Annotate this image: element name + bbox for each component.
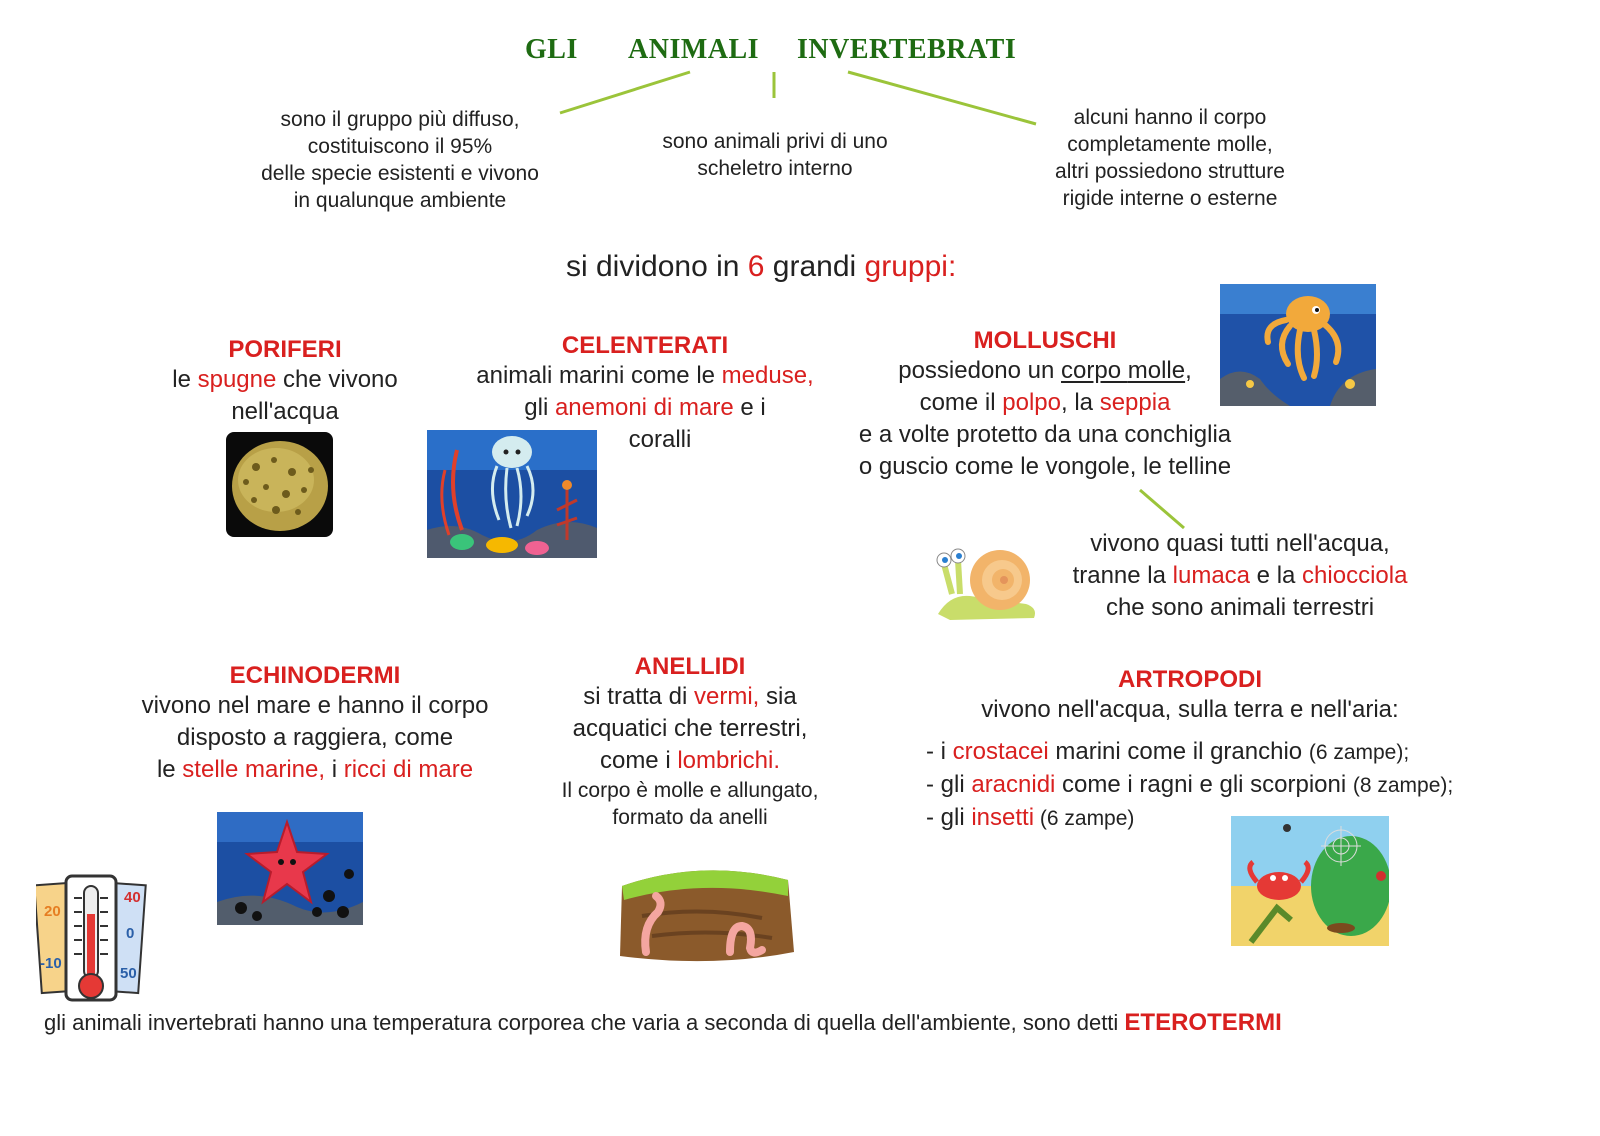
keyword-lombrichi: lombrichi. xyxy=(677,747,781,774)
group-poriferi xyxy=(130,336,440,428)
keyword-ricci-di-mare: ricci di mare xyxy=(343,756,474,783)
intro-right-line: rigide interne o esterne xyxy=(1062,187,1278,210)
group-text: e a volte protetto da una conchiglia xyxy=(858,421,1232,448)
terrestri-line: vivono quasi tutti nell'acqua, xyxy=(1090,530,1390,557)
jellyfish-image xyxy=(427,430,597,558)
connector-molluschi xyxy=(1140,490,1184,528)
text-span: (6 zampe); xyxy=(1308,741,1410,764)
subtitle-text: grandi xyxy=(764,250,865,283)
intro-center-line: scheletro interno xyxy=(697,157,853,180)
text-span: , la xyxy=(1061,389,1100,416)
group-echinodermi xyxy=(105,662,525,786)
group-artropodi-header xyxy=(930,666,1450,726)
keyword-meduse: meduse, xyxy=(721,362,814,389)
text-span: marini come il granchio xyxy=(1048,738,1309,765)
intro-right xyxy=(1010,104,1330,212)
intro-center-line: sono animali privi di uno xyxy=(662,130,888,153)
text-span: come i xyxy=(599,747,678,774)
text-span: e la xyxy=(1250,562,1303,589)
keyword-crostacei: crostacei xyxy=(952,738,1049,765)
thermometer-image xyxy=(36,874,148,1004)
intro-right-line: alcuni hanno il corpo xyxy=(1073,106,1267,129)
terrestri-line xyxy=(1040,560,1440,592)
group-title: MOLLUSCHI xyxy=(973,327,1117,354)
intro-left-line: delle specie esistenti e vivono xyxy=(261,162,539,185)
group-text: o guscio come le vongole, le telline xyxy=(858,453,1232,480)
group-text: formato da anelli xyxy=(612,806,768,829)
text-span: sia xyxy=(759,683,797,710)
group-molluschi xyxy=(830,327,1260,483)
earthworm-image xyxy=(612,856,798,968)
group-text: disposto a raggiera, come xyxy=(176,724,454,751)
subtitle-text: si dividono in xyxy=(566,250,748,283)
keyword-chiocciola: chiocciola xyxy=(1302,562,1408,589)
group-text xyxy=(830,355,1260,387)
title-word-invertebrati: INVERTEBRATI xyxy=(797,34,1017,65)
group-title: PORIFERI xyxy=(228,336,342,363)
terrestri-note xyxy=(1040,528,1440,624)
keyword-di-mare: di mare xyxy=(647,394,734,421)
text-span: le xyxy=(172,366,198,393)
intro-left-line: in qualunque ambiente xyxy=(293,189,507,212)
octopus-image xyxy=(1220,284,1376,406)
group-text: vivono nel mare e hanno il corpo xyxy=(141,692,489,719)
text-span: tranne la xyxy=(1072,562,1173,589)
thermo-label: -10 xyxy=(40,955,62,972)
group-text xyxy=(535,681,845,713)
footer-eterotermi: ETEROTERMI xyxy=(1124,1009,1282,1036)
group-text: acquatici che terrestri, xyxy=(572,715,808,742)
text-span: - gli xyxy=(926,771,972,798)
intro-left-line: costituiscono il 95% xyxy=(307,135,493,158)
keyword-anemoni: anemoni xyxy=(554,394,648,421)
keyword-stelle-marine: stelle marine, xyxy=(182,756,326,783)
intro-center xyxy=(620,128,930,182)
title-word-animali: ANIMALI xyxy=(628,34,760,65)
text-span: - gli xyxy=(926,804,972,831)
text-span: e i xyxy=(733,394,766,421)
text-span: (6 zampe) xyxy=(1034,807,1135,830)
thermo-label: 20 xyxy=(44,903,61,920)
text-span: (8 zampe); xyxy=(1352,774,1454,797)
sponge-image xyxy=(226,432,333,537)
group-title: CELENTERATI xyxy=(561,332,729,359)
text-span: animali marini come le xyxy=(476,362,722,389)
thermo-label: 40 xyxy=(124,889,141,906)
crab-spider-image xyxy=(1231,816,1389,946)
group-text xyxy=(105,754,525,786)
subtitle xyxy=(566,250,956,284)
text-span: possiedono un xyxy=(898,357,1062,384)
group-text: nell'acqua xyxy=(231,398,339,425)
thermo-label: 50 xyxy=(120,965,137,982)
keyword-polpo: polpo xyxy=(1002,389,1061,416)
text-span: come il xyxy=(919,389,1003,416)
keyword-aracnidi: aracnidi xyxy=(971,771,1056,798)
thermo-label: 0 xyxy=(126,925,135,942)
footer-text: gli animali invertebrati hanno una temperatura corporea che varia a seconda di quella dell'ambiente, sono detti xyxy=(44,1010,1125,1035)
terrestri-line: che sono animali terrestri xyxy=(1105,594,1375,621)
text-span: come i ragni e gli scorpioni xyxy=(1055,771,1353,798)
snail-image xyxy=(930,534,1044,624)
keyword-lumaca: lumaca xyxy=(1172,562,1251,589)
text-span: - i xyxy=(926,738,953,765)
text-span: le xyxy=(156,756,183,783)
text-span: i xyxy=(325,756,344,783)
keyword-insetti: insetti xyxy=(971,804,1035,831)
group-text xyxy=(830,387,1260,419)
keyword-spugne: spugne xyxy=(197,366,277,393)
keyword-corpo: corpo xyxy=(1061,357,1128,384)
group-text xyxy=(130,364,440,396)
title-word-gli: GLI xyxy=(525,34,578,65)
artropodi-list-item xyxy=(926,736,1576,769)
group-title: ANELLIDI xyxy=(634,653,746,680)
keyword-molle: molle xyxy=(1127,357,1186,384)
text-span: gli xyxy=(524,394,555,421)
connector-right xyxy=(848,72,1036,124)
keyword-seppia: seppia xyxy=(1099,389,1171,416)
group-title: ARTROPODI xyxy=(1118,666,1262,693)
intro-right-line: altri possiedono strutture xyxy=(1055,160,1285,183)
starfish-image xyxy=(217,812,363,925)
group-text xyxy=(445,360,845,392)
intro-right-line: completamente molle, xyxy=(1067,133,1273,156)
keyword-coralli: coralli xyxy=(628,426,692,453)
text-span: che vivono xyxy=(276,366,398,393)
artropodi-list-item xyxy=(926,769,1576,802)
text-span: si tratta di xyxy=(583,683,694,710)
group-text xyxy=(535,745,845,777)
group-title: ECHINODERMI xyxy=(229,662,401,689)
group-text xyxy=(445,392,845,424)
group-anellidi xyxy=(535,653,845,831)
keyword-vermi: vermi, xyxy=(694,683,760,710)
text-span: , xyxy=(1185,357,1192,384)
subtitle-gruppi: gruppi: xyxy=(864,250,957,283)
footer-note xyxy=(44,1009,1584,1037)
subtitle-number: 6 xyxy=(747,250,765,283)
intro-left xyxy=(220,106,580,214)
group-text: Il corpo è molle e allungato, xyxy=(561,779,819,802)
intro-left-line: sono il gruppo più diffuso, xyxy=(280,108,520,131)
group-text: vivono nell'acqua, sulla terra e nell'aria: xyxy=(981,696,1399,723)
